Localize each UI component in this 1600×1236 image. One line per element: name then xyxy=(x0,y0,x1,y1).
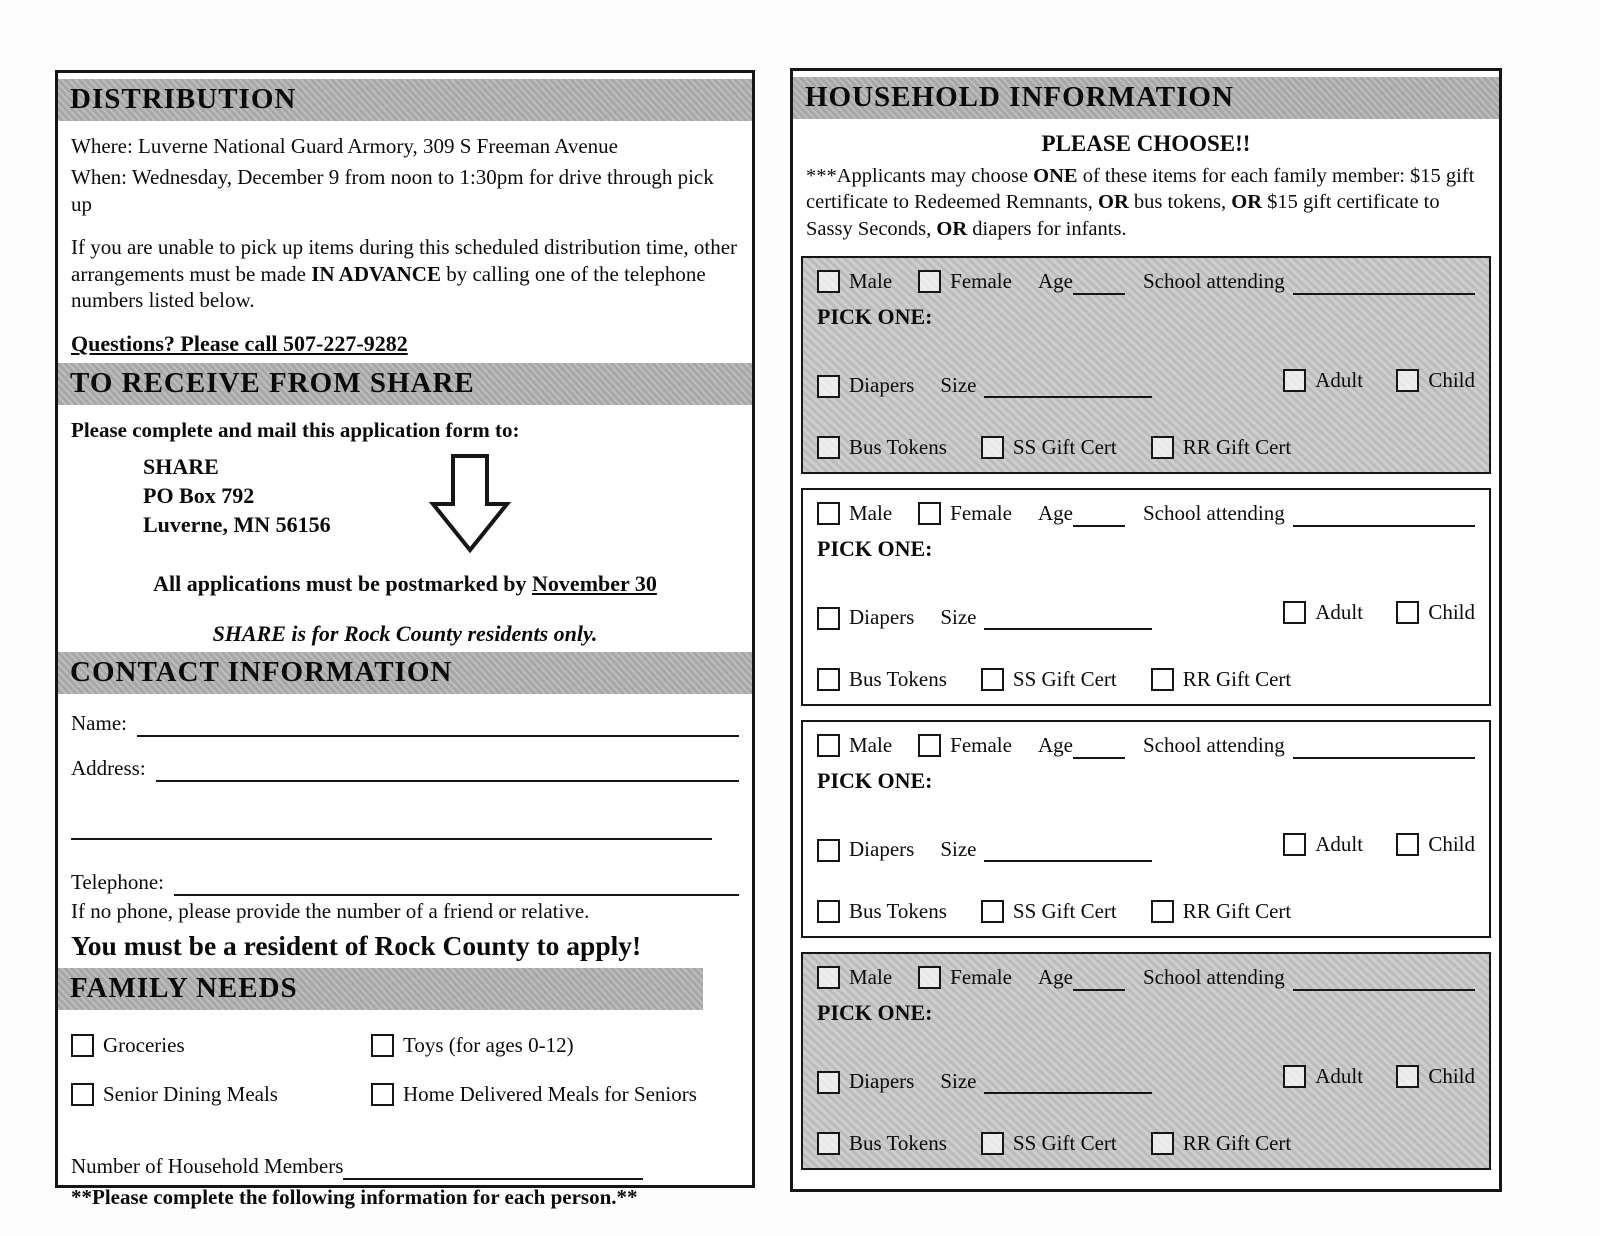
bus-tokens-label: Bus Tokens xyxy=(849,434,947,459)
member-block-1 xyxy=(801,256,1491,474)
member-demographics-row xyxy=(817,500,1475,527)
name-label: Name: xyxy=(71,710,127,735)
male-checkbox[interactable] xyxy=(817,734,840,757)
adult-label: Adult xyxy=(1315,831,1364,856)
bus-tokens-label: Bus Tokens xyxy=(849,666,947,691)
school-group xyxy=(1143,732,1475,759)
name-row xyxy=(71,710,739,737)
diapers-label: Diapers xyxy=(849,1068,915,1093)
male-option xyxy=(817,964,892,991)
ss-gift-cert-checkbox[interactable] xyxy=(981,668,1004,691)
distribution-advance-note xyxy=(71,234,739,315)
rr-gift-cert-option xyxy=(1151,1130,1292,1157)
tokens-row xyxy=(817,898,1475,925)
groceries-checkbox[interactable] xyxy=(71,1034,94,1057)
home-delivered-option xyxy=(371,1081,739,1108)
please-choose-title: PLEASE CHOOSE!! xyxy=(1041,131,1251,157)
age-field[interactable] xyxy=(1073,967,1125,991)
diapers-label: Diapers xyxy=(849,604,915,629)
rr-gift-cert-label: RR Gift Cert xyxy=(1182,666,1292,691)
diapers-row xyxy=(817,831,1475,863)
child-label: Child xyxy=(1428,831,1475,856)
bus-tokens-checkbox[interactable] xyxy=(817,668,840,691)
age-field[interactable] xyxy=(1073,271,1125,295)
home-delivered-label: Home Delivered Meals for Seniors xyxy=(403,1081,697,1106)
school-attending-label: School attending xyxy=(1142,269,1285,294)
diapers-option xyxy=(817,372,1152,399)
ss-gift-cert-checkbox[interactable] xyxy=(981,436,1004,459)
rr-gift-cert-checkbox[interactable] xyxy=(1151,900,1174,923)
postmark-date: November 30 xyxy=(532,570,657,596)
rr-gift-cert-label: RR Gift Cert xyxy=(1182,434,1292,459)
address-label: Address: xyxy=(71,755,146,780)
senior-dining-option xyxy=(71,1081,371,1108)
diapers-label: Diapers xyxy=(849,372,915,397)
mailing-address-block xyxy=(71,452,739,556)
adult-label: Adult xyxy=(1315,599,1364,624)
choose-note-bold-1: ONE xyxy=(1033,164,1078,187)
pick-one-label: PICK ONE: xyxy=(817,1000,933,1026)
adult-child-group xyxy=(1255,1063,1475,1095)
postmark-text: All applications must be postmarked by xyxy=(153,570,533,596)
school-attending-label: School attending xyxy=(1142,501,1285,526)
adult-checkbox[interactable] xyxy=(1283,833,1306,856)
rr-gift-cert-checkbox[interactable] xyxy=(1151,668,1174,691)
address-field-line2[interactable] xyxy=(71,816,712,840)
child-option xyxy=(1396,599,1475,626)
diaper-size-field[interactable] xyxy=(984,606,1152,630)
member-demographics-row xyxy=(817,732,1475,759)
male-label: Male xyxy=(849,965,893,990)
rr-gift-cert-option xyxy=(1151,434,1292,461)
diapers-checkbox[interactable] xyxy=(817,607,840,630)
adult-child-group xyxy=(1255,831,1475,863)
ss-gift-cert-option xyxy=(981,666,1117,693)
telephone-label: Telephone: xyxy=(71,869,164,894)
bus-tokens-option xyxy=(817,898,947,925)
mail-address-line-2: PO Box 792 xyxy=(143,482,255,508)
male-checkbox[interactable] xyxy=(817,270,840,293)
telephone-field[interactable] xyxy=(174,871,739,895)
size-label: Size xyxy=(940,604,977,629)
distribution-when: When: Wednesday, December 9 from noon to 1:30pm for drive through pick up xyxy=(71,164,714,216)
child-label: Child xyxy=(1428,599,1475,624)
diaper-size-field[interactable] xyxy=(984,374,1152,398)
male-option xyxy=(817,732,892,759)
advance-text-2: by calling one of the telephone numbers listed below. xyxy=(71,261,706,313)
rr-gift-cert-label: RR Gift Cert xyxy=(1182,898,1292,923)
pick-one-label: PICK ONE: xyxy=(817,536,933,562)
please-choose-section xyxy=(793,119,1499,246)
telephone-row xyxy=(71,869,739,896)
name-field[interactable] xyxy=(137,713,739,737)
age-label: Age xyxy=(1037,501,1073,526)
bus-tokens-option xyxy=(817,666,947,693)
toys-option xyxy=(371,1032,739,1059)
distribution-header: DISTRIBUTION xyxy=(58,79,752,121)
bus-tokens-label: Bus Tokens xyxy=(849,1130,947,1155)
child-option xyxy=(1396,367,1475,394)
bus-tokens-option xyxy=(817,1130,947,1157)
questions-phone-line: Questions? Please call 507-227-9282 xyxy=(71,331,408,357)
size-label: Size xyxy=(940,836,977,861)
size-label: Size xyxy=(940,1068,977,1093)
male-label: Male xyxy=(849,733,893,758)
choose-note-text-2: of these items for each family member: $15 gift certificate to Redeemed Remnants, xyxy=(806,164,1475,214)
adult-option xyxy=(1283,831,1363,858)
groceries-label: Groceries xyxy=(103,1032,185,1057)
female-option xyxy=(918,500,1012,527)
application-form-left-panel xyxy=(55,70,755,1210)
male-label: Male xyxy=(849,501,893,526)
diaper-size-field[interactable] xyxy=(984,838,1152,862)
diapers-checkbox[interactable] xyxy=(817,375,840,398)
diapers-option xyxy=(817,1068,1152,1095)
diapers-row xyxy=(817,599,1475,631)
member-demographics-row xyxy=(817,964,1475,991)
ss-gift-cert-checkbox[interactable] xyxy=(981,900,1004,923)
diapers-option xyxy=(817,604,1152,631)
male-checkbox[interactable] xyxy=(817,502,840,525)
household-members-row xyxy=(71,1153,739,1180)
residents-only-note: SHARE is for Rock County residents only. xyxy=(212,620,598,646)
adult-label: Adult xyxy=(1315,367,1364,392)
male-label: Male xyxy=(849,269,893,294)
per-person-note: **Please complete the following information for each person.** xyxy=(71,1185,638,1210)
child-checkbox[interactable] xyxy=(1396,369,1419,392)
pick-one-label: PICK ONE: xyxy=(817,768,933,794)
bus-tokens-checkbox[interactable] xyxy=(817,1132,840,1155)
distribution-where: Where: Luverne National Guard Armory, 309 S Freeman Avenue xyxy=(71,134,618,159)
senior-dining-label: Senior Dining Meals xyxy=(103,1081,278,1106)
tokens-row xyxy=(817,434,1475,461)
advance-text-1: If you are unable to pick up items during this scheduled distribution time, other arrangements must be made xyxy=(71,234,738,286)
rr-gift-cert-option xyxy=(1151,898,1292,925)
to-receive-section xyxy=(58,405,752,652)
child-checkbox[interactable] xyxy=(1396,601,1419,624)
diapers-checkbox[interactable] xyxy=(817,1071,840,1094)
school-attending-field[interactable] xyxy=(1293,735,1475,759)
member-block-4 xyxy=(801,952,1491,1170)
toys-label: Toys (for ages 0-12) xyxy=(403,1032,574,1057)
school-group xyxy=(1143,964,1475,991)
age-label: Age xyxy=(1037,733,1073,758)
rr-gift-cert-checkbox[interactable] xyxy=(1151,1132,1174,1155)
female-option xyxy=(918,268,1012,295)
ss-gift-cert-label: SS Gift Cert xyxy=(1012,666,1117,691)
senior-dining-checkbox[interactable] xyxy=(71,1083,94,1106)
adult-label: Adult xyxy=(1315,1063,1364,1088)
contact-information-header: CONTACT INFORMATION xyxy=(58,652,752,694)
age-label: Age xyxy=(1037,269,1073,294)
school-attending-label: School attending xyxy=(1142,733,1285,758)
adult-option xyxy=(1283,1063,1363,1090)
age-field[interactable] xyxy=(1073,503,1125,527)
female-checkbox[interactable] xyxy=(918,502,941,525)
diapers-option xyxy=(817,836,1152,863)
female-label: Female xyxy=(950,501,1012,526)
female-label: Female xyxy=(950,965,1012,990)
choose-note-text-4: $15 gift certificate to Sassy Seconds, xyxy=(806,191,1440,240)
choose-note-bold-3: OR xyxy=(1231,191,1263,214)
household-information-panel xyxy=(790,68,1502,1192)
diapers-row xyxy=(817,367,1475,399)
school-attending-field[interactable] xyxy=(1293,967,1475,991)
address-field[interactable] xyxy=(156,758,739,782)
male-checkbox[interactable] xyxy=(817,966,840,989)
ss-gift-cert-option xyxy=(981,898,1117,925)
member-blocks xyxy=(793,246,1499,1170)
to-receive-header: TO RECEIVE FROM SHARE xyxy=(58,363,752,405)
school-attending-label: School attending xyxy=(1142,965,1285,990)
male-option xyxy=(817,268,892,295)
address-row xyxy=(71,755,739,782)
female-option xyxy=(918,964,1012,991)
rr-gift-cert-label: RR Gift Cert xyxy=(1182,1130,1292,1155)
female-checkbox[interactable] xyxy=(918,734,941,757)
size-label: Size xyxy=(940,372,977,397)
tokens-row xyxy=(817,666,1475,693)
groceries-option xyxy=(71,1032,371,1059)
male-option xyxy=(817,500,892,527)
choose-note-text-3: bus tokens, xyxy=(1128,191,1232,214)
member-block-2 xyxy=(801,488,1491,706)
choose-note-bold-2: OR xyxy=(1098,191,1129,214)
ss-gift-cert-option xyxy=(981,1130,1117,1157)
diapers-checkbox[interactable] xyxy=(817,839,840,862)
pick-one-label: PICK ONE: xyxy=(817,304,933,330)
ss-gift-cert-label: SS Gift Cert xyxy=(1012,898,1117,923)
household-members-label: Number of Household Members xyxy=(71,1154,344,1179)
ss-gift-cert-label: SS Gift Cert xyxy=(1012,1130,1117,1155)
female-checkbox[interactable] xyxy=(918,270,941,293)
no-phone-note: If no phone, please provide the number of a friend or relative. xyxy=(71,898,590,923)
female-label: Female xyxy=(950,733,1012,758)
child-option xyxy=(1396,831,1475,858)
bus-tokens-checkbox[interactable] xyxy=(817,900,840,923)
child-checkbox[interactable] xyxy=(1396,1065,1419,1088)
school-group xyxy=(1143,268,1475,295)
bus-tokens-option xyxy=(817,434,947,461)
child-label: Child xyxy=(1428,1063,1475,1088)
female-checkbox[interactable] xyxy=(918,966,941,989)
toys-checkbox[interactable] xyxy=(371,1034,394,1057)
diapers-row xyxy=(817,1063,1475,1095)
bus-tokens-checkbox[interactable] xyxy=(817,436,840,459)
resident-requirement-notice: You must be a resident of Rock County to apply! xyxy=(71,930,642,962)
family-needs-section xyxy=(58,1010,752,1216)
postmark-deadline xyxy=(71,570,739,598)
member-demographics-row xyxy=(817,268,1475,295)
age-label: Age xyxy=(1037,965,1073,990)
choose-note-text-1: ***Applicants may choose xyxy=(806,164,1034,187)
female-label: Female xyxy=(950,269,1012,294)
distribution-section xyxy=(58,121,752,362)
adult-option xyxy=(1283,367,1363,394)
mail-address-line-1: SHARE xyxy=(143,453,219,479)
child-label: Child xyxy=(1428,367,1475,392)
diaper-size-field[interactable] xyxy=(984,1070,1152,1094)
choose-note-bold-4: OR xyxy=(936,217,968,240)
household-members-field[interactable] xyxy=(343,1156,643,1180)
member-block-3 xyxy=(801,720,1491,938)
child-checkbox[interactable] xyxy=(1396,833,1419,856)
age-field[interactable] xyxy=(1073,735,1125,759)
female-option xyxy=(918,732,1012,759)
adult-child-group xyxy=(1255,367,1475,399)
advance-bold: IN ADVANCE xyxy=(311,261,441,286)
age-group xyxy=(1038,964,1125,991)
choose-note xyxy=(806,163,1486,243)
adult-checkbox[interactable] xyxy=(1283,1065,1306,1088)
rr-gift-cert-checkbox[interactable] xyxy=(1151,436,1174,459)
age-group xyxy=(1038,732,1125,759)
family-needs-options xyxy=(71,1032,739,1108)
adult-checkbox[interactable] xyxy=(1283,601,1306,624)
age-group xyxy=(1038,268,1125,295)
diapers-label: Diapers xyxy=(849,836,915,861)
choose-note-text-5: diapers for infants. xyxy=(967,217,1127,240)
adult-option xyxy=(1283,599,1363,626)
ss-gift-cert-option xyxy=(981,434,1117,461)
home-delivered-checkbox[interactable] xyxy=(371,1083,394,1106)
rr-gift-cert-option xyxy=(1151,666,1292,693)
bus-tokens-label: Bus Tokens xyxy=(849,898,947,923)
school-attending-field[interactable] xyxy=(1293,271,1475,295)
down-arrow-icon xyxy=(429,454,511,561)
family-needs-header: FAMILY NEEDS xyxy=(58,968,703,1010)
adult-child-group xyxy=(1255,599,1475,631)
tokens-row xyxy=(817,1130,1475,1157)
school-attending-field[interactable] xyxy=(1293,503,1475,527)
ss-gift-cert-label: SS Gift Cert xyxy=(1012,434,1117,459)
adult-checkbox[interactable] xyxy=(1283,369,1306,392)
child-option xyxy=(1396,1063,1475,1090)
mail-instruction: Please complete and mail this application form to: xyxy=(71,417,520,442)
age-group xyxy=(1038,500,1125,527)
mail-address-line-3: Luverne, MN 56156 xyxy=(143,511,331,537)
household-information-header: HOUSEHOLD INFORMATION xyxy=(793,77,1499,119)
ss-gift-cert-checkbox[interactable] xyxy=(981,1132,1004,1155)
school-group xyxy=(1143,500,1475,527)
contact-information-section xyxy=(58,694,752,968)
